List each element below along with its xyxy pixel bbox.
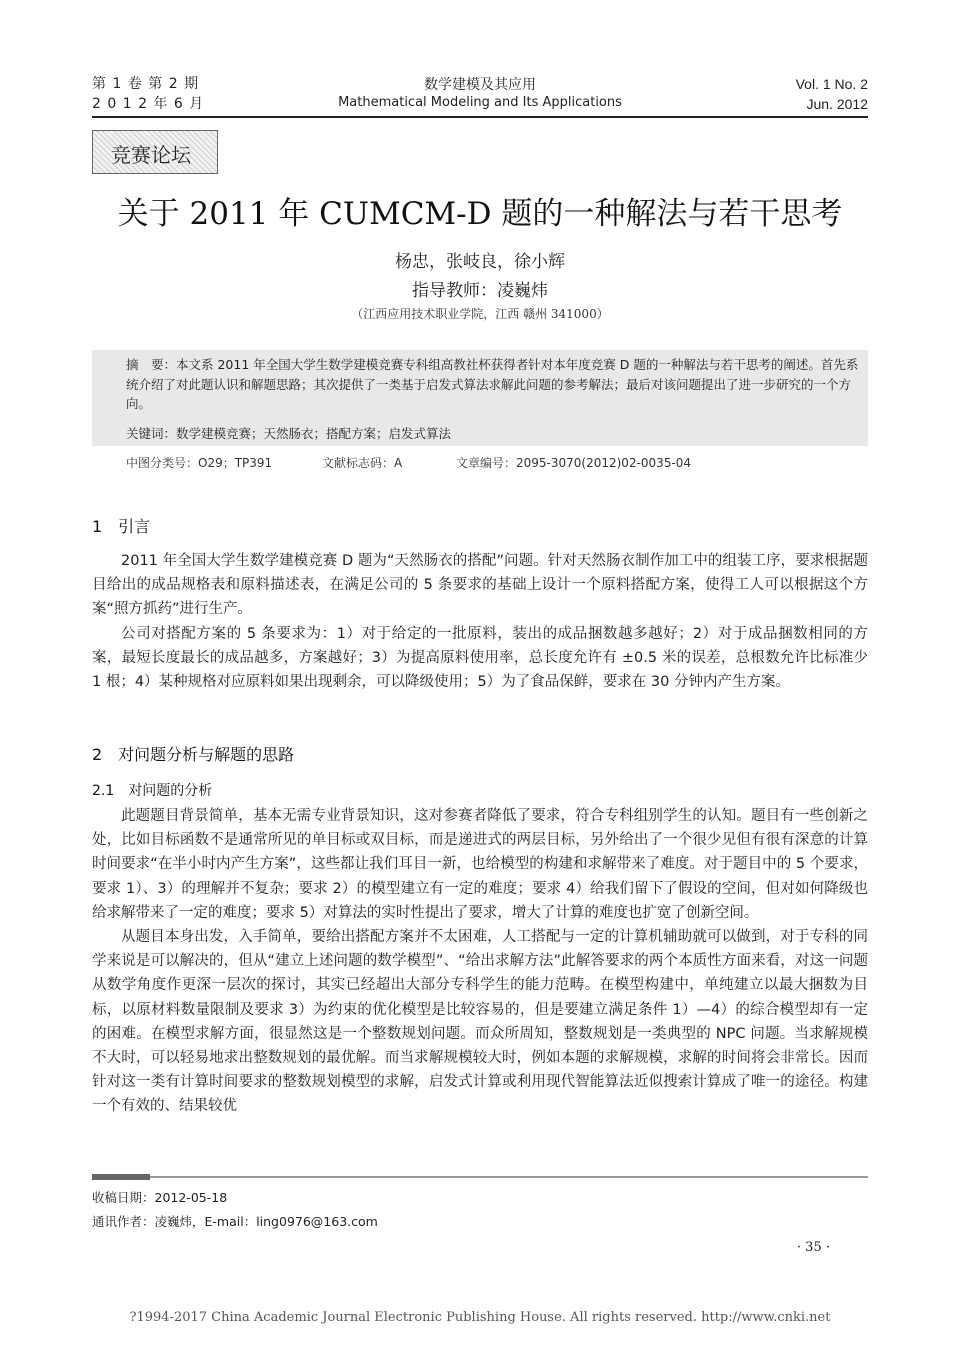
paper-title: 关于 2011 年 CUMCM-D 题的一种解法与若干思考 [117,196,843,232]
paragraph: 此题题目背景简单，基本无需专业背景知识，这对参赛者降低了要求，符合专科组别学生的认知。题目有一些创新之处，比如目标函数不是通常所见的单目标或双目标，而是递进式的两层目标，另外给出了一个很少见但有很有深意的计算时间要求“在半小时内产生方案”，这些都让我们耳目一新，也给模型的构建和求解带来了难度。对于题目中的 5 个要求，要求 1）、3）的理解并不复杂；要求 2）的模型建立有一定的难度；要求 4）给我们留下了假设的空间，但对如何降级也给求解带来了一定的难度；要求 5）对算法的实时性提出了要求，增大了计算的难度也扩宽了创新空间。 [92,808,868,921]
authors: 杨忠，张岐良，徐小辉 [395,252,565,272]
corresponding-author: 通讯作者：凌巍炜，E-mail：ling0976@163.com [92,1214,378,1229]
page-number: · 35 · [796,1240,830,1255]
journal-name [300,76,660,112]
footnote-rule [92,1176,868,1178]
affiliation: （江西应用技术职业学院，江西 赣州 341000） [351,307,609,321]
paragraph: 2011 年全国大学生数学建模竞赛 D 题为“天然肠衣的搭配”问题。针对天然肠衣制作加工中的组装工序，要求根据题目给出的成品规格表和原料描述表，在满足公司的 5 条要求的基础上设计一个原料搭配方案，使得工人可以根据这个方案“照方抓药”进行生产。 [92,553,868,618]
document-code: 文献标志码：A [322,456,403,470]
keywords: 关键词：数学建模竞赛；天然肠衣；搭配方案；启发式算法 [126,426,452,441]
clc-number: 中图分类号：O29；TP391 [126,456,273,470]
received-date: 收稿日期：2012-05-18 [92,1190,228,1205]
section-1-heading: 1 引言 [92,517,151,536]
column-tag [92,130,218,174]
volume-issue-cn: 第 1 卷 第 2 期 [92,76,200,92]
column-tag-label: 竞赛论坛 [111,143,191,167]
journal-name-en: Mathematical Modeling and Its Applications [338,95,622,110]
section-2-1-heading: 2.1 对问题的分析 [92,783,213,799]
abstract-text: 摘 要：本文系 2011 年全国大学生数学建模竞赛专科组高教社杯获得者针对本年度竞赛 D 题的一种解法与若干思考的阐述。首先系统介绍了对此题认识和解题思路；其次提供了一类基于启发式算法求解此问题的参考解法；最后对该问题提出了进一步研究的一个方向。 [126,357,859,411]
header-right [796,74,868,114]
article-number: 文章编号：2095-3070(2012)02-0035-04 [456,456,692,470]
header-rule [92,116,868,118]
header-left [92,74,204,114]
date-cn: 2 0 1 2 年 6 月 [92,96,205,112]
volume-issue-en: Vol. 1 No. 2 [795,76,868,92]
paragraph: 从题目本身出发，入手简单，要给出搭配方案并不太困难，人工搭配与一定的计算机辅助就可以做到，对于专科的同学来说是可以解决的，但从“建立上述问题的数学模型”、“给出求解方法”此解答要求的两个本质性方面来看，对这一问题从数学角度作更深一层次的探讨，其实已经超出大部分专科学生的能力范畴。在模型构建中，单纯建立以最大捆数为目标，以原材料数量限制及要求 3）为约束的优化模型是比较容易的，但是要建立满足条件 1）—4）的综合模型却有一定的困难。在模型求解方面，很显然这是一个整数规划问题。而众所周知，整数规划是一类典型的 NPC 问题。当求解规模不大时，可以轻易地求出整数规划的最优解。而当求解规模较大时，例如本题的求解规模，求解的时间将会非常长。因而针对这一类有计算时间要求的整数规划模型的求解，启发式计算或利用现代智能算法近似搜索计算成了唯一的途径。构建一个有效的、结果较优 [92,929,868,1115]
copyright-notice: ?1994-2017 China Academic Journal Electronic Publishing House. All rights reserved. http://www.cnki.net [129,1310,831,1325]
paragraph: 公司对搭配方案的 5 条要求为：1）对于给定的一批原料，装出的成品捆数越多越好；2）对于成品捆数相同的方案，最短长度最长的成品越多，方案越好；3）为提高原料使用率，总长度允许有 ±0.5 米的误差，总根数允许比标准少 1 根；4）某种规格对应原料如果出现剩余，可以降级使用；5）为了食品保鲜，要求在 30 分钟内产生方案。 [92,625,868,691]
section-2-1-body [92,804,868,1119]
advisor: 指导教师：凌巍炜 [412,281,548,301]
footnote-rule-accent [92,1174,150,1180]
abstract-box [92,350,868,446]
section-1-body [92,549,868,694]
section-2-heading: 2 对问题分析与解题的思路 [92,745,295,764]
date-en: Jun. 2012 [806,96,868,112]
journal-name-cn: 数学建模及其应用 [424,77,536,93]
